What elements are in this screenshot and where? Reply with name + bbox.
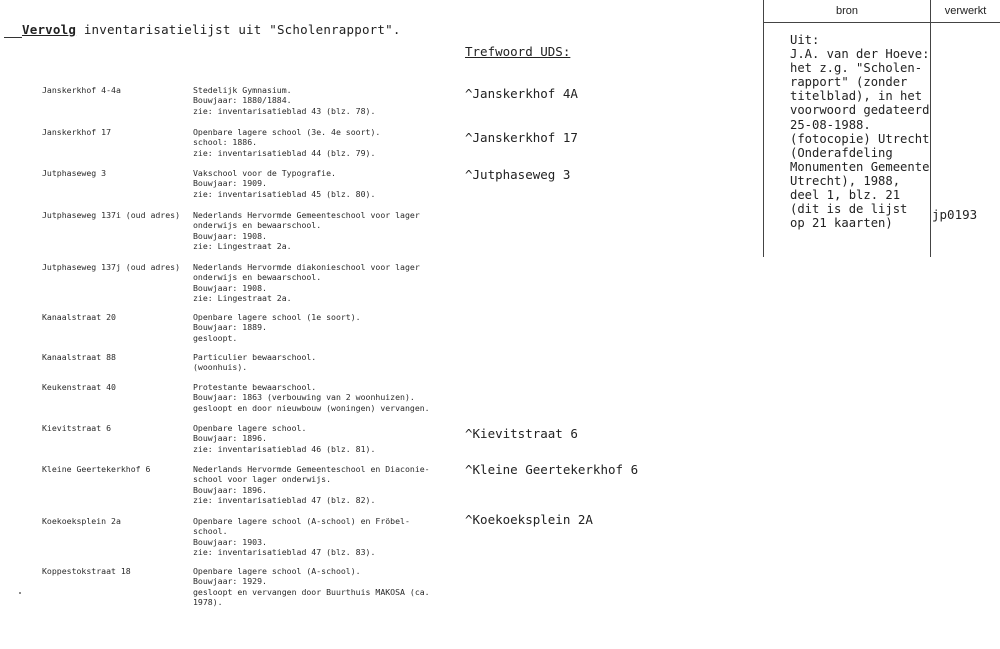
entry-description (193, 262, 458, 303)
entry-address: Koekoeksplein 2a (42, 516, 121, 526)
entry-description (193, 210, 458, 251)
entry-description (193, 464, 458, 505)
entry-line: zie: inventarisatieblad 46 (blz. 81). (193, 443, 376, 454)
entry-line: Vakschool voor de Typografie. (193, 168, 336, 178)
entry-address: Jutphaseweg 137j (oud adres) (42, 262, 181, 272)
citation-line: Uit: (790, 33, 820, 47)
entry-line: Bouwjaar: 1908. (193, 282, 267, 293)
entry-line: Stedelijk Gymnasium. (193, 85, 292, 95)
citation-line: (fotocopie) Utrecht (790, 131, 930, 146)
entry-description (193, 423, 458, 454)
entry-line: zie: inventarisatieblad 45 (blz. 80). (193, 188, 376, 199)
citation-line: rapport" (zonder (790, 75, 908, 90)
citation-line: op 21 kaarten) (790, 216, 893, 231)
citation-line: titelblad), in het (790, 89, 923, 104)
column-header-bron: bron (835, 5, 859, 17)
entry-line: Bouwjaar: 1903. (193, 536, 267, 547)
entry-line: gesloopt. (193, 332, 238, 343)
entry-address: Koppestokstraat 18 (42, 566, 131, 576)
entry-line: Bouwjaar: 1896. (193, 484, 267, 495)
entry-line: Bouwjaar: 1880/1884. (193, 95, 292, 106)
entry-description (193, 85, 458, 116)
keyword-entry: ^Kleine Geertekerkhof 6 (465, 462, 639, 477)
entry-address: Kleine Geertekerkhof 6 (42, 464, 151, 474)
entry-line: Protestante bewaarschool. (193, 382, 317, 392)
scan-speck (19, 592, 21, 594)
entry-line: zie: inventarisatieblad 43 (blz. 78). (193, 105, 376, 116)
entry-line: gesloopt en vervangen door Buurthuis MAKOSA (ca. (193, 586, 430, 597)
entry-line: Particulier bewaarschool. (193, 352, 317, 362)
entry-address: Jutphaseweg 3 (42, 168, 107, 178)
entry-description (193, 516, 458, 557)
keyword-entry: ^Jutphaseweg 3 (465, 167, 571, 182)
entry-description (193, 127, 458, 158)
citation-line: (dit is de lijst (790, 202, 908, 217)
citation-line: (Onderafdeling (790, 145, 893, 160)
entry-line: (woonhuis). (193, 362, 248, 373)
column-header-verwerkt: verwerkt (944, 5, 987, 17)
entry-line: Bouwjaar: 1863 (verbouwing van 2 woonhuizen). (193, 392, 415, 403)
entry-address: Janskerkhof 4-4a (42, 85, 121, 95)
entry-line: school. (193, 526, 228, 537)
entry-line: school voor lager onderwijs. (193, 474, 332, 485)
table-border-middle (930, 0, 931, 257)
table-border-left (763, 0, 764, 257)
citation-line: deel 1, blz. 21 (790, 188, 901, 203)
citation-line: 25-08-1988. (790, 117, 871, 132)
citation-line: het z.g. "Scholen- (790, 61, 923, 76)
keyword-entry: ^Kievitstraat 6 (465, 426, 578, 441)
source-citation (790, 33, 929, 230)
entry-description (193, 566, 458, 607)
keyword-entry: ^Koekoeksplein 2A (465, 512, 593, 527)
entry-line: Bouwjaar: 1929. (193, 576, 267, 587)
entry-line: school: 1886. (193, 137, 258, 148)
entry-address: Janskerkhof 17 (42, 127, 112, 137)
entry-description (193, 312, 458, 343)
entry-line: gesloopt en door nieuwbouw (woningen) vervangen. (193, 402, 430, 413)
title-rest: inventarisatielijst uit "Scholenrapport". (76, 22, 401, 37)
entry-description (193, 352, 458, 373)
entry-line: Nederlands Hervormde diakonieschool voor lager (193, 262, 420, 272)
entry-address: Kanaalstraat 88 (42, 352, 116, 362)
entry-line: Nederlands Hervormde Gemeenteschool en Diaconie- (193, 464, 430, 474)
title-underlined-word: Vervolg (22, 22, 77, 37)
citation-line: J.A. van der Hoeve: (790, 47, 930, 62)
entry-description (193, 168, 458, 199)
citation-line: Utrecht), 1988, (790, 173, 901, 188)
keyword-heading: Trefwoord UDS: (465, 44, 571, 59)
entry-line: Nederlands Hervormde Gemeenteschool voor lager (193, 210, 420, 220)
entry-line: Openbare lagere school. (193, 423, 307, 433)
keyword-entry: ^Janskerkhof 17 (465, 130, 578, 145)
document-title (22, 22, 401, 37)
processed-code: jp0193 (932, 207, 978, 222)
table-header-rule (763, 22, 1000, 23)
entry-line: Bouwjaar: 1896. (193, 433, 267, 444)
entry-address: Kanaalstraat 20 (42, 312, 116, 322)
entry-line: Openbare lagere school (1e soort). (193, 312, 361, 322)
entry-address: Keukenstraat 40 (42, 382, 116, 392)
entry-line: Bouwjaar: 1889. (193, 322, 267, 333)
entry-address: Jutphaseweg 137i (oud adres) (42, 210, 181, 220)
entry-address: Kievitstraat 6 (42, 423, 112, 433)
entry-line: onderwijs en bewaarschool. (193, 220, 322, 231)
entry-line: zie: inventarisatieblad 47 (blz. 83). (193, 546, 376, 557)
entry-line: zie: Lingestraat 2a. (193, 240, 292, 251)
entry-line: Openbare lagere school (A-school). (193, 566, 361, 576)
header-rule (4, 37, 22, 38)
entry-line: Openbare lagere school (3e. 4e soort). (193, 127, 381, 137)
entry-line: Bouwjaar: 1908. (193, 230, 267, 241)
entry-line: zie: inventarisatieblad 47 (blz. 82). (193, 494, 376, 505)
citation-line: voorwoord gedateerd (790, 103, 930, 118)
entry-line: Bouwjaar: 1909. (193, 178, 267, 189)
entry-line: zie: inventarisatieblad 44 (blz. 79). (193, 147, 376, 158)
entry-line: onderwijs en bewaarschool. (193, 272, 322, 283)
keyword-entry: ^Janskerkhof 4A (465, 86, 578, 101)
entry-line: 1978). (193, 596, 223, 607)
citation-line: Monumenten Gemeente (790, 159, 930, 174)
entry-description (193, 382, 458, 413)
entry-line: Openbare lagere school (A-school) en Fröbel- (193, 516, 410, 526)
entry-line: zie: Lingestraat 2a. (193, 292, 292, 303)
